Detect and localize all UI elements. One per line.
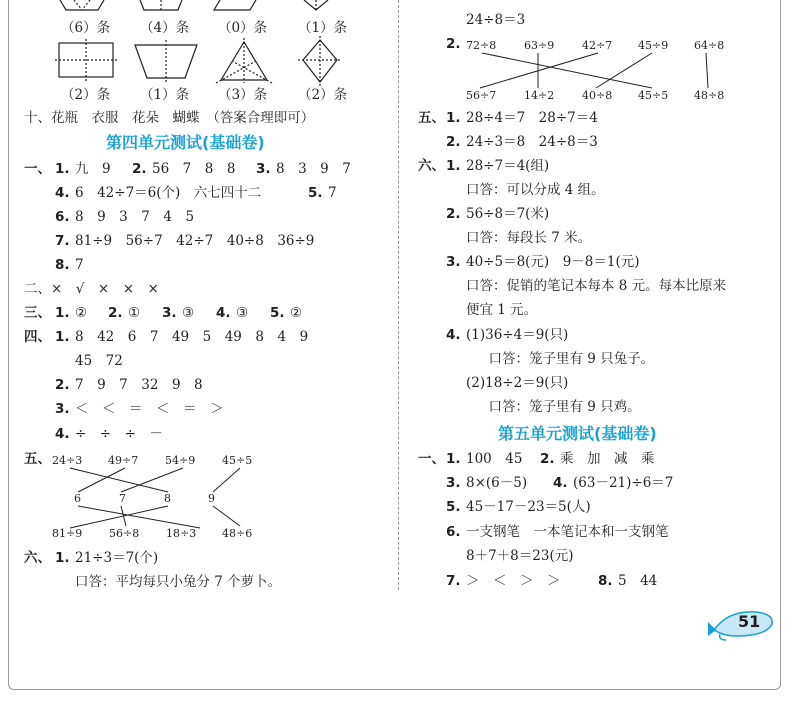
answer: ③ [236, 305, 249, 321]
q-number: 4. [553, 475, 568, 491]
match-item: 64÷8 [694, 39, 725, 52]
answer: 100 45 [466, 451, 523, 467]
match-item: 14÷2 [524, 89, 555, 102]
answer: 便宜 1 元。 [466, 302, 538, 318]
answer: 7 [328, 185, 337, 201]
q-number: 6. [55, 209, 70, 225]
match-item: 45÷5 [638, 89, 669, 102]
section-label: 六、 [418, 158, 445, 174]
section-label: 三、 [24, 305, 51, 321]
q-number: 1. [446, 110, 461, 126]
q-number: 2. [446, 36, 461, 52]
q-number: 2. [540, 451, 555, 467]
match-item: 81÷9 [52, 527, 83, 540]
answer: 7 [75, 257, 84, 273]
q-number: 2. [55, 377, 70, 393]
match-item: 56÷8 [109, 527, 140, 540]
section-er: 二、× √ × × × [24, 281, 159, 297]
answer: (2)18÷2＝9(只) [466, 375, 569, 391]
answer: 口答：促销的笔记本每本 8 元。每本比原来 [466, 278, 727, 294]
match-item: 72÷8 [466, 39, 497, 52]
unit5-title: 第五单元测试(基础卷) [498, 424, 657, 443]
match-item: 45÷5 [222, 454, 253, 467]
answer: 8 3 9 7 [276, 161, 351, 177]
answer: 24÷8＝3 [466, 12, 526, 28]
match-item: 54÷9 [165, 454, 196, 467]
answer: 乘 加 减 乘 [560, 451, 655, 467]
q-number: 5. [308, 185, 323, 201]
q-number: 5. [446, 499, 461, 515]
section-label: 一、 [24, 161, 51, 177]
match-item: 56÷7 [466, 89, 497, 102]
q-number: 2. [446, 206, 461, 222]
shape-answer: （1）条 [298, 20, 348, 36]
matching-lines-right [400, 0, 790, 120]
answer: 45 72 [75, 353, 123, 369]
answer: 口答：平均每只小兔分 7 个萝卜。 [75, 574, 282, 590]
matching-lines [0, 0, 400, 600]
q-number: 7. [446, 573, 461, 589]
answer: 45－17－23＝5(人) [466, 499, 591, 515]
shape-answer: （1）条 [140, 87, 190, 103]
answer: ÷ ÷ ÷ － [75, 426, 163, 442]
q-number: 3. [256, 161, 271, 177]
answer: ＞ ＜ ＞ ＞ [466, 573, 561, 589]
q-number: 4. [55, 426, 70, 442]
q-number: 3. [446, 254, 461, 270]
shape-answer: （2）条 [61, 87, 111, 103]
answer: 8 9 3 7 4 5 [75, 209, 195, 225]
q-number: 5. [270, 305, 285, 321]
answer: ② [75, 305, 88, 321]
answer: 40÷5＝8(元) 9－8＝1(元) [466, 254, 640, 270]
shape-answer: （6）条 [61, 20, 111, 36]
q-number: 2. [132, 161, 147, 177]
answer: (63－21)÷6＝7 [573, 475, 674, 491]
shape-answer: （3）条 [218, 87, 268, 103]
answer: 24÷3＝8 24÷8＝3 [466, 134, 598, 150]
match-item: 49÷7 [108, 454, 139, 467]
q-number: 4. [55, 185, 70, 201]
answer: ② [290, 305, 303, 321]
match-item: 42÷7 [582, 39, 613, 52]
answer: (1)36÷4＝9(只) [466, 327, 569, 343]
answer: 口答：可以分成 4 组。 [466, 182, 605, 198]
match-item: 7 [119, 492, 126, 505]
section-label: 六、 [24, 550, 51, 566]
answer: ① [128, 305, 141, 321]
answer: 8 42 6 7 49 5 49 8 4 9 [75, 329, 309, 345]
answer: ③ [182, 305, 195, 321]
q-number: 1. [446, 451, 461, 467]
match-item: 18÷3 [166, 527, 197, 540]
q-number: 3. [446, 475, 461, 491]
q-number: 1. [446, 158, 461, 174]
answer: 8×(6－5) [466, 475, 528, 491]
answer: 口答：笼子里有 9 只鸡。 [475, 399, 641, 415]
unit4-title: 第四单元测试(基础卷) [106, 133, 265, 152]
match-item: 63÷9 [524, 39, 555, 52]
section-label: 四、 [24, 329, 51, 345]
shape-answer: （0）条 [218, 20, 268, 36]
section-label: 五、 [24, 451, 51, 467]
answer: 九 9 [75, 161, 111, 177]
q-number: 8. [55, 257, 70, 273]
answer: 81÷9 56÷7 42÷7 40÷8 36÷9 [75, 233, 315, 249]
q-number: 8. [598, 573, 613, 589]
answer: 6 42÷7＝6(个) 六七四十二 [75, 185, 262, 201]
answer: 7 9 7 32 9 8 [75, 377, 203, 393]
page-number: 51 [738, 612, 761, 631]
shape-answer: （2）条 [298, 87, 348, 103]
answer: ＜ ＜ ＝ ＜ ＝ ＞ [75, 401, 224, 417]
q-number: 4. [216, 305, 231, 321]
answer: 口答：笼子里有 9 只兔子。 [475, 351, 655, 367]
answer: 56 7 8 8 [152, 161, 236, 177]
q-number: 3. [162, 305, 177, 321]
answer: 21÷3＝7(个) [75, 550, 159, 566]
match-item: 40÷8 [582, 89, 613, 102]
answer: 8＋7＋8＝23(元) [466, 548, 574, 564]
match-item: 24÷3 [52, 454, 83, 467]
answer: 28÷4＝7 28÷7＝4 [466, 110, 598, 126]
section-label: 五、 [418, 110, 445, 126]
q-number: 1. [55, 550, 70, 566]
answer: 28÷7＝4(组) [466, 158, 550, 174]
answer: 一支钢笔 一本笔记本和一支钢笔 [466, 524, 669, 540]
q-number: 7. [55, 233, 70, 249]
q-number: 4. [446, 327, 461, 343]
q-number: 3. [55, 401, 70, 417]
match-item: 48÷8 [694, 89, 725, 102]
q10-answer: 十、花瓶 衣服 花朵 蝴蝶 （答案合理即可） [24, 110, 315, 126]
answer: 口答：每段长 7 米。 [466, 230, 592, 246]
answer: 5 44 [618, 573, 658, 589]
match-item: 9 [208, 492, 215, 505]
q-number: 1. [55, 305, 70, 321]
match-item: 45÷9 [638, 39, 669, 52]
q-number: 1. [55, 161, 70, 177]
q-number: 1. [55, 329, 70, 345]
match-item: 8 [164, 492, 171, 505]
answer: 56÷8＝7(米) [466, 206, 550, 222]
q-number: 6. [446, 524, 461, 540]
section-label: 一、 [418, 451, 445, 467]
match-item: 6 [74, 492, 81, 505]
match-item: 48÷6 [222, 527, 253, 540]
q-number: 2. [108, 305, 123, 321]
shape-answer: （4）条 [140, 20, 190, 36]
q-number: 2. [446, 134, 461, 150]
